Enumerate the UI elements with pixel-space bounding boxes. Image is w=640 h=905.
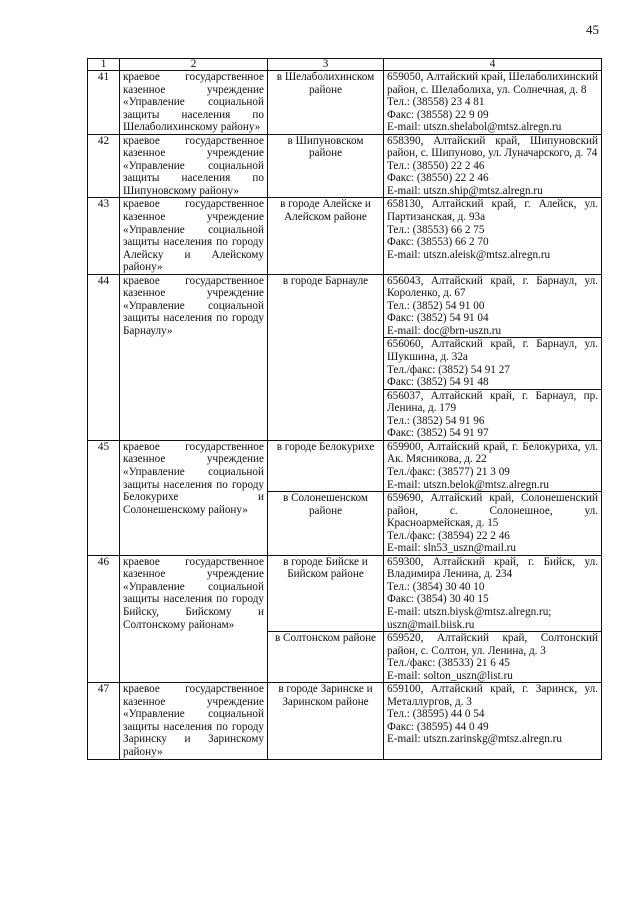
institution-name: краевое государственное казенное учреждение «Управление социальной защиты населения по Шипуновскому району» [120,134,268,198]
contact-address: 656043, Алтайский край, г. Барнаул, ул. Короленко, д. 67 Тел.: (3852) 54 91 00 Факс: (3852) 54 91 04 E-mail: doc@brn-uszn.ru [384,274,602,338]
contact-address: 658390, Алтайский край, Шипуновский район, с. Шипуново, ул. Луначарского, д. 74 Тел.: (38550) 22 2 46 Факс: (38550) 22 2 46 E-mail: utszn.ship@mtsz.alregn.ru [384,134,602,198]
column-number: 3 [268,59,384,71]
row-number: 43 [88,198,120,274]
service-area: в Шелаболихинском районе [268,71,384,135]
institution-name: краевое государственное казенное учреждение «Управление социальной защиты населения по городу Белокурихе и Солонешенскому району» [120,440,268,555]
row-number: 47 [88,683,120,759]
page-number: 45 [586,22,599,37]
column-number: 1 [88,59,120,71]
table-row [88,274,602,338]
table-row [88,71,602,135]
table-row [88,134,602,198]
contact-address: 659050, Алтайский край, Шелаболихинский район, с. Шелаболиха, ул. Солнечная, д. 8 Тел.: (38558) 23 4 81 Факс: (38558) 22 9 09 E-mail: utszn.shelabol@mtsz.alregn.ru [384,71,602,135]
row-number: 46 [88,555,120,682]
contact-address: 659690, Алтайский край, Солонешенский район, с. Солонешное, ул. Красноармейская, д. 15 Тел./факс: (38594) 22 2 46 E-mail: sln53_uszn@mail.ru [384,492,602,556]
service-area: в городе Бийске и Бийском районе [268,555,384,631]
social-protection-offices-table [87,58,602,760]
institution-name: краевое государственное казенное учреждение «Управление социальной защиты населения по городу Барнаулу» [120,274,268,440]
table-row [88,440,602,491]
column-number: 2 [120,59,268,71]
contact-address: 659520, Алтайский край, Солтонский район, с. Солтон, ул. Ленина, д. 3 Тел./факс: (38533) 21 6 45 E-mail: solton_uszn@list.ru [384,632,602,683]
table-row [88,555,602,631]
row-number: 42 [88,134,120,198]
institution-name: краевое государственное казенное учреждение «Управление социальной защиты населения по Шелаболихинскому району» [120,71,268,135]
institution-name: краевое государственное казенное учреждение «Управление социальной защиты населения по городу Алейску и Алейскому району» [120,198,268,274]
table-row [88,683,602,759]
service-area: в Шипуновском районе [268,134,384,198]
table-row [88,198,602,274]
contact-address: 656037, Алтайский край, г. Барнаул, пр. Ленина, д. 179 Тел.: (3852) 54 91 96 Факс: (3852) 54 91 97 [384,389,602,440]
row-number: 41 [88,71,120,135]
institution-name: краевое государственное казенное учреждение «Управление социальной защиты населения по городу Бийску, Бийскому и Солтонскому районам» [120,555,268,682]
row-number: 45 [88,440,120,555]
row-number: 44 [88,274,120,440]
column-number: 4 [384,59,602,71]
column-number-row [88,59,602,71]
service-area: в городе Барнауле [268,274,384,440]
institution-name: краевое государственное казенное учреждение «Управление социальной защиты населения по городу Заринску и Заринскому району» [120,683,268,759]
contact-address: 658130, Алтайский край, г. Алейск, ул. Партизанская, д. 93а Тел.: (38553) 66 2 75 Факс: (38553) 66 2 70 E-mail: utszn.aleisk@mtsz.alregn.ru [384,198,602,274]
contact-address: 659300, Алтайский край, г. Бийск, ул. Владимира Ленина, д. 234 Тел.: (3854) 30 40 10 Факс: (3854) 30 40 15 E-mail: utszn.biysk@mtsz.alregn.ru; uszn@mail.biisk.ru [384,555,602,631]
service-area: в Солтонском районе [268,632,384,683]
contact-address: 659900, Алтайский край, г. Белокуриха, ул. Ак. Мясникова, д. 22 Тел./факс: (38577) 21 3 09 E-mail: utszn.belok@mtsz.alregn.ru [384,440,602,491]
contact-address: 656060, Алтайский край, г. Барнаул, ул. Шукшина, д. 32а Тел./факс: (3852) 54 91 27 Факс: (3852) 54 91 48 [384,338,602,389]
service-area: в городе Белокурихе [268,440,384,491]
service-area: в городе Заринске и Заринском районе [268,683,384,759]
service-area: в Солонешенском районе [268,492,384,556]
contact-address: 659100, Алтайский край, г. Заринск, ул. Металлургов, д. 3 Тел.: (38595) 44 0 54 Факс: (38595) 44 0 49 E-mail: utszn.zarinskg@mtsz.alregn.ru [384,683,602,759]
service-area: в городе Алейске и Алейском районе [268,198,384,274]
